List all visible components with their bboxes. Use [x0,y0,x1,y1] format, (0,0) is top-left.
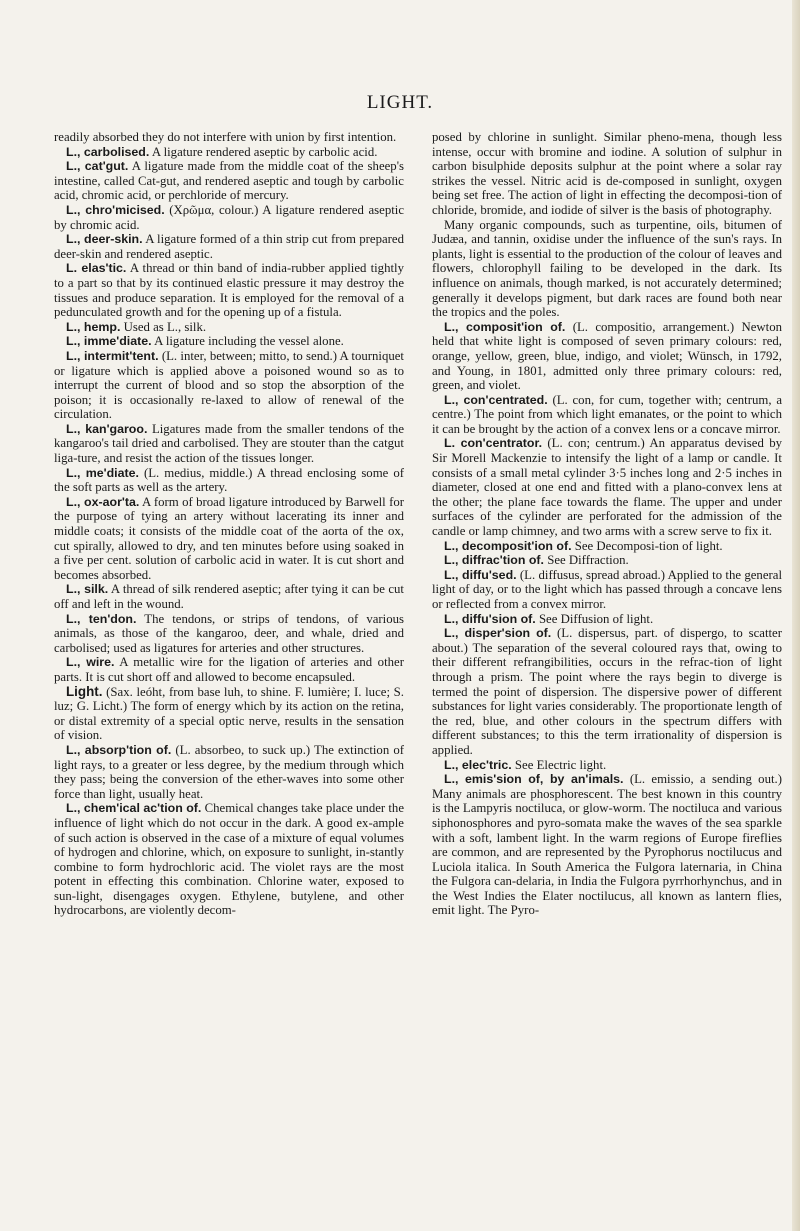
dictionary-entry [54,801,404,918]
dictionary-entry [54,582,404,611]
dictionary-entry [432,320,782,393]
entry-text: (L. con, for cum, together with; centrum, a centre.) The point from which light emanates, or the point to which it can be brought by the action of a convex lens or a concave mirror. [432,392,783,436]
entry-headword: L., chem'ical ac'tion of. [66,801,202,816]
entry-text: (L. compositio, arrangement.) Newton held that white light is composed of seven primary colours: red, orange, yellow, green, blue, indigo, and violet; Wünsch, in 1792, and Young, in 1801, admitted only three primary colours: red, green, and violet. [432,319,782,393]
entry-text: (L. dispersus, part. of dispergo, to scatter about.) The separation of the several coloured rays that, owing to their different refrangibilities, occurs in the refrac-tion of light through a prism. The point where the rays begin to diverge is termed the point of dispersion. The dispersive power of different substances for light varies considerably. The proportionate length of the red, blue, and other colours in the spectrum differs with different substances; to this the term irrationality of dispersion is applied. [432,626,782,757]
dictionary-entry [432,772,782,918]
entry-headword: L., carbolised. [66,144,150,159]
dictionary-entry [54,685,404,743]
dictionary-entry [54,232,404,261]
entry-text: A ligature made from the middle coat of the sheep's intestine, called Cat-gut, and rendered aseptic and tough by carbolic acid, chromic acid, or perchloride of mercury. [54,159,404,203]
entry-headword: L., deer-skin. [66,232,143,247]
dictionary-entry [54,261,404,319]
dictionary-entry [432,758,782,773]
entry-headword: L., kan'garoo. [66,421,148,436]
dictionary-entry [54,349,404,422]
dictionary-entry [54,466,404,495]
entry-headword: L., intermit'tent. [66,348,159,363]
entry-headword: L., ten'don. [66,611,137,626]
entry-text: (L. medius, middle.) A thread enclosing some of the soft parts as well as the artery. [54,465,404,495]
dictionary-entry [432,553,782,568]
entry-text: (Sax. leóht, from base luh, to shine. F. lumière; I. luce; S. luz; G. Licht.) The form of energy which by its action on the retina, or distal extremity of a special optic nerve, results in the sensation of vision. [54,684,404,743]
dictionary-entry [54,320,404,335]
entry-text: A ligature formed of a thin strip cut from prepared deer-skin and rendered aseptic. [54,232,404,261]
entry-headword: L., con'centrated. [444,392,548,407]
entry-headword: L., emis'sion of, by an'imals. [444,772,624,787]
dictionary-entry [432,539,782,554]
entry-headword: L., hemp. [66,319,121,334]
entry-text: (L. emissio, a sending out.) Many animals are phosphorescent. The best known in this country is the Lampyris noctiluca, or glow-worm. The noctiluca and various siphonosphores and pyro-somata make the waves of the sea sparkle with a soft, lambent light. In the warm regions of Europe fireflies are common, and are represented by the Pyrophorus noctilucus and Luciola italica. In South America the Fulgora laternaria, in China the Fulgora can-delaria, in India the Fulgora pyrrhorhynchus, and in the West Indies the Elater noctilucus, all known as lantern flies, emit light. The Pyro- [432,772,782,918]
entry-headword: L., diffrac'tion of. [444,553,544,568]
dictionary-entry [432,393,782,437]
dictionary-entry [54,130,404,145]
dictionary-entry [54,422,404,466]
entry-headword: L., wire. [66,655,115,670]
left-column [54,130,404,918]
dictionary-entry [54,495,404,583]
entry-text: (Χρῶμα, colour.) A ligature rendered aseptic by chromic acid. [54,202,405,232]
entry-text: (L. absorbeo, to suck up.) The extinction of light rays, to a greater or less degree, by the medium through which they pass; being the conversion of the ether-waves into some other force than light, usually heat. [54,742,405,801]
dictionary-entry [432,436,782,538]
entry-text: Ligatures made from the smaller tendons of the kangaroo's tail dried and carbolised. They are stouter than the catgut liga-ture, and resist the action of the tissues longer. [54,421,404,466]
entry-text: The tendons, or strips of tendons, of various animals, as those of the kangaroo, deer, and whale, dried and carbolised; used as ligatures for arteries and other structures. [54,611,405,655]
entry-text: posed by chlorine in sunlight. Similar pheno-mena, though less intense, occur with bromine and iodine. A solution of sulphur in carbon bisulphide deposits sulphur at the point where a solar ray strikes the vessel. Nitric acid is de-composed in sunlight, oxygen being set free. The action of light in effecting the decomposi-tion of chloride, bromide, and iodide of silver is the basis of photography. [432,130,782,217]
entry-headword: L., absorp'tion of. [66,742,172,757]
entry-headword: L., composit'ion of. [444,319,566,334]
entry-text: Used as L., silk. [123,319,207,334]
entry-headword: L., diffu'sion of. [444,611,536,626]
page-header: LIGHT. [366,92,434,113]
entry-text: Chemical changes take place under the influence of light which do not occur in the dark. A good ex-ample of such action is observed in the case of a mixture of equal volumes of hydrogen and chlorine, which, on exposure to sunlight, in-stantly combine to form hydrochloric acid. The violet rays are the most potent in effecting this combination. Chlorine water, exposed to sun-light, disengages oxygen. Ethylene, butylene, and other hydrocarbons, are violently decom- [54,801,405,918]
dictionary-entry [432,626,782,757]
dictionary-entry [54,159,404,203]
entry-headword: L., chro'micised. [66,202,165,217]
entry-headword: L., imme'diate. [66,334,152,349]
entry-text: (L. con; centrum.) An apparatus devised by Sir Morell Mackenzie to intensify the light of a lamp or candle. It consists of a small metal cylinder 3·5 inches long and 2·5 inches in diameter, closed at one end and fitted with a plano-convex lens at the other; the plane face towards the flame. The upper and under surfaces of the cylinder are perforated for the admission of the candle or lamp chimney, and two arms with a screw serve to fix it. [432,436,782,539]
entry-text: A ligature including the vessel alone. [154,334,344,349]
entry-headword: L., disper'sion of. [444,626,552,641]
dictionary-entry [54,612,404,656]
entry-headword: L. elas'tic. [66,261,127,276]
entry-text: readily absorbed they do not interfere with union by first intention. [54,130,397,144]
dictionary-entry [54,743,404,801]
entry-text: A thread of silk rendered aseptic; after tying it can be cut off and left in the wound. [54,582,404,611]
entry-text: (L. inter, between; mitto, to send.) A tourniquet or ligature which is applied above a poisoned wound so as to interrupt the current of blood and so stop the absorption of the poison; it is occasionally re-laxed to allow of renewal of the circulation. [54,348,404,422]
entry-headword: L., diffu'sed. [444,567,517,582]
entry-text: See Decomposi-tion of light. [574,538,723,553]
entry-text: See Diffraction. [547,553,629,568]
entry-headword: L., elec'tric. [444,757,512,772]
entry-headword: L., me'diate. [66,465,139,480]
dictionary-entry [432,218,782,320]
entry-text: Many organic compounds, such as turpentine, oils, bitumen of Judæa, and tannin, oxidise under the influence of the sun's rays. In plants, light is essential to the production of the colour of leaves and flowers, chlorophyll failing to be developed in the dark. Its influence on animals, though marked, is not accurately determined; generally it develops pigment, but dark races are found both near the tropics and the poles. [432,217,782,320]
dictionary-entry [54,145,404,160]
entry-text: (L. diffusus, spread abroad.) Applied to the general light of day, or to the light which has passed through a concave lens or reflected from a convex mirror. [432,567,783,611]
entry-text: See Electric light. [514,757,607,772]
entry-text: See Diffusion of light. [538,611,654,626]
entry-headword: L., silk. [66,582,109,597]
entry-text: A thread or thin band of india-rubber applied tightly to a part so that by its continued elastic pressure it may destroy the tissues and produce separation. It is employed for the removal of a pedunculated growth and for the opening up of a fistula. [54,261,404,320]
entry-text: A metallic wire for the ligation of arteries and other parts. It is cut short off and allowed to become encapsuled. [54,655,404,684]
entry-text: A ligature rendered aseptic by carbolic acid. [151,144,378,159]
page-edge [792,0,800,1231]
dictionary-entry [432,568,782,612]
entry-headword: L., cat'gut. [66,159,129,174]
dictionary-entry [432,130,782,218]
entry-headword: Light. [66,683,103,699]
right-column [432,130,782,918]
dictionary-entry [432,612,782,627]
dictionary-entry [54,334,404,349]
entry-text: A form of broad ligature introduced by Barwell for the purpose of tying an artery without lacerating its inner and middle coats; it consists of the middle coat of the aorta of the ox, cut spirally, allowed to dry, and ten minutes before using soaked in a five per cent. solution of carbolic acid in water. It is cut short and becomes absorbed. [54,494,405,582]
entry-headword: L., decomposit'ion of. [444,538,572,553]
entry-headword: L., ox-aor'ta. [66,494,140,509]
entry-headword: L. con'centrator. [444,436,543,451]
dictionary-entry [54,203,404,232]
dictionary-entry [54,655,404,684]
